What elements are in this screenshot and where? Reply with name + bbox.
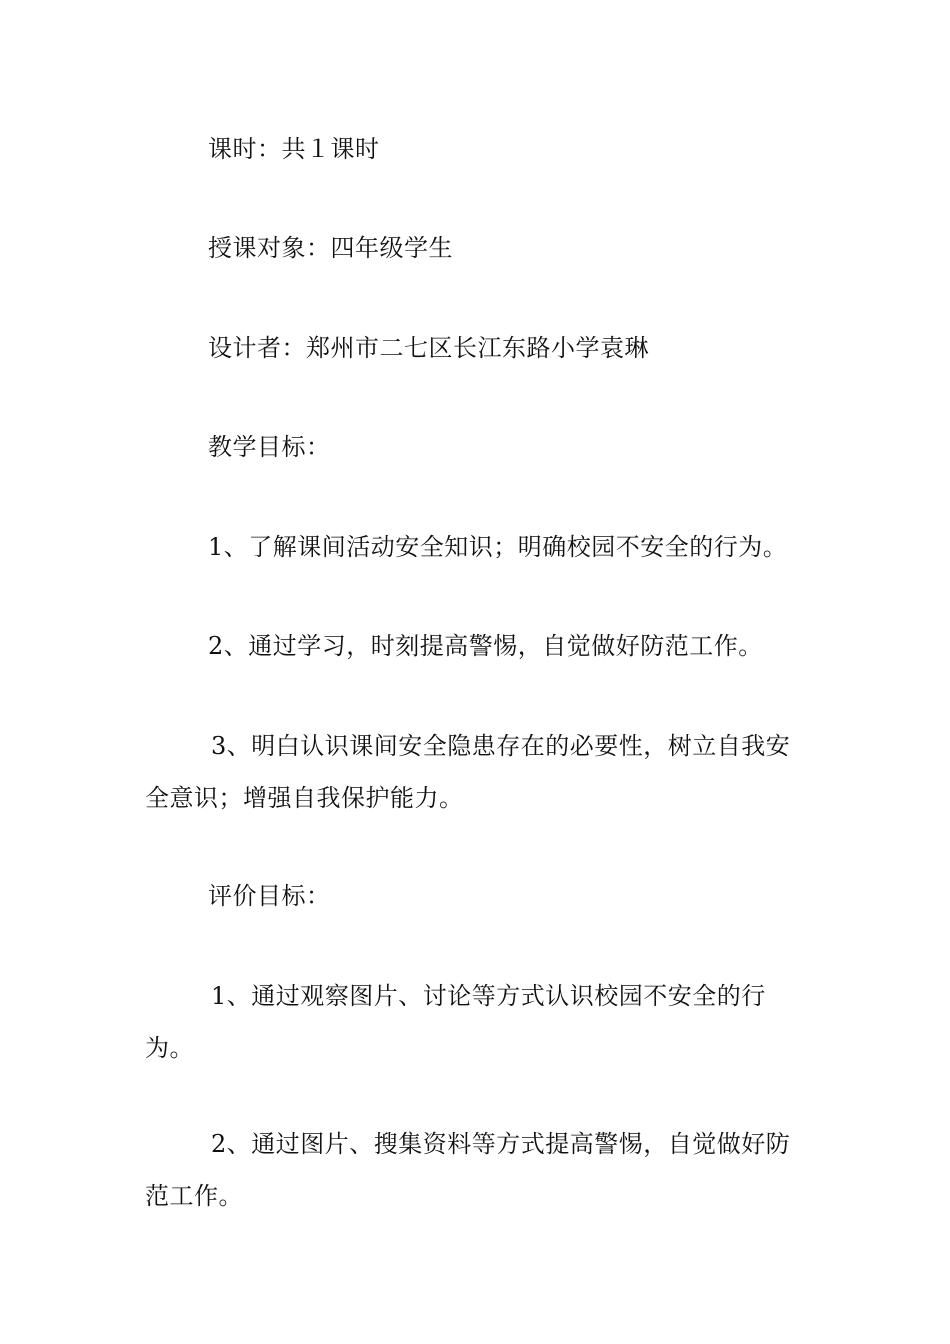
evaluation-goals-heading: 评价目标：	[208, 882, 331, 910]
designer-line: 设计者：郑州市二七区长江东路小学袁琳	[208, 334, 649, 362]
teaching-goal-item: 2、通过学习，时刻提高警惕，自觉做好防范工作。	[208, 632, 763, 660]
evaluation-goal-item: 2、通过图片、搜集资料等方式提高警惕，自觉做好防范工作。	[145, 1130, 791, 1210]
teaching-goal-item: 1、了解课间活动安全知识；明确校园不安全的行为。	[208, 533, 788, 561]
teaching-goals-heading: 教学目标：	[208, 433, 331, 461]
teaching-goal-item: 3、明白认识课间安全隐患存在的必要性，树立自我安全意识；增强自我保护能力。	[145, 732, 791, 812]
class-hours-line: 课时：共１课时	[208, 135, 380, 163]
audience-line: 授课对象：四年级学生	[208, 234, 453, 262]
evaluation-goal-item: 1、通过观察图片、讨论等方式认识校园不安全的行为。	[145, 982, 766, 1062]
